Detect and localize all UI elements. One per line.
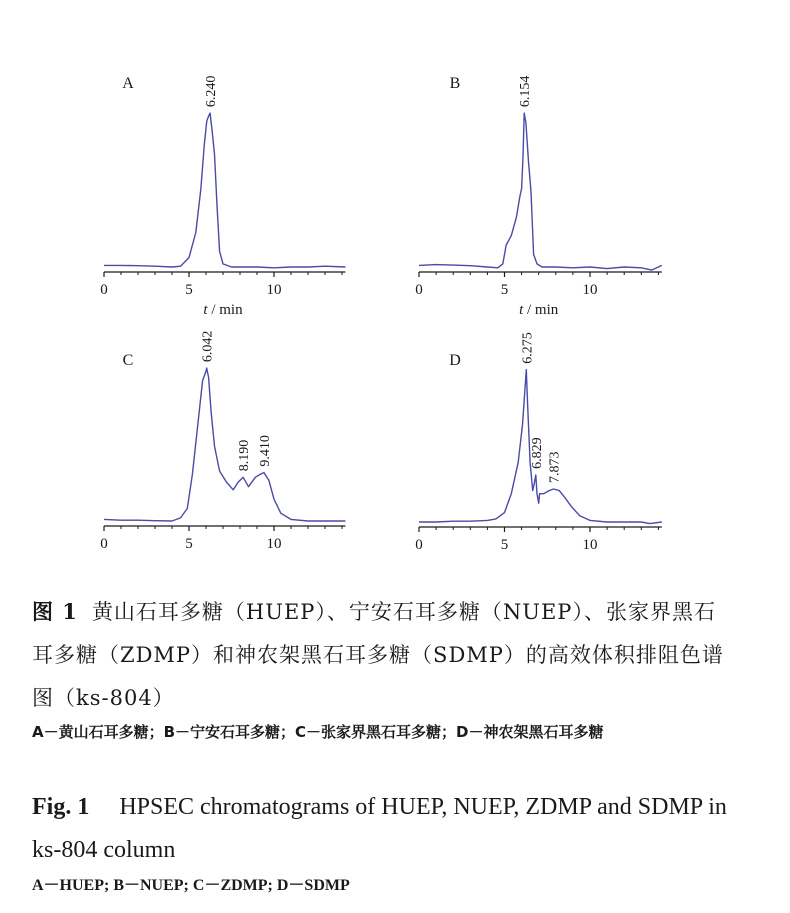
caption-chinese-text: 黄山石耳多糖（HUEP）、宁安石耳多糖（NUEP）、张家界黑石耳多糖（ZDMP）和神农架黑石耳多糖（SDMP）的高效体积排阻色谱图（ks-804） (32, 600, 724, 710)
panel-label-b: B (449, 75, 461, 92)
caption-chinese-figure-number: 图 1 (32, 599, 78, 624)
caption-english (32, 786, 732, 872)
peak-label-a: 6.240 (204, 75, 220, 108)
peak-label-c: 8.190 (237, 439, 253, 472)
panel-label-c: C (122, 352, 134, 369)
x-tick-label-d: 0 (415, 537, 423, 553)
trace-line-c (104, 368, 345, 521)
peak-label-c: 6.042 (200, 330, 216, 363)
x-tick-label-d: 5 (500, 537, 509, 553)
x-axis-label-b: t / min (519, 302, 559, 318)
trace-line-b (419, 113, 662, 270)
caption-english-figure-number: Fig. 1 (32, 794, 90, 820)
caption-english-text: HPSEC chromatograms of HUEP, NUEP, ZDMP and SDMP in ks-804 column (32, 794, 727, 863)
trace-line-a (104, 113, 345, 268)
x-tick-label-c: 0 (100, 536, 108, 552)
x-tick-label-a: 5 (185, 282, 193, 298)
x-tick-label-b: 0 (415, 282, 423, 298)
x-tick-label-d: 10 (582, 537, 598, 553)
peak-label-d: 7.873 (547, 451, 563, 483)
caption-chinese (32, 590, 732, 720)
panel-label-a: A (122, 75, 134, 92)
x-tick-label-c: 10 (266, 536, 282, 552)
x-axis-label-a: t / min (203, 302, 243, 318)
x-tick-label-a: 10 (266, 282, 282, 298)
peak-label-c: 9.410 (258, 435, 274, 467)
legend-chinese: A－黄山石耳多糖；B－宁安石耳多糖；C－张家界黑石耳多糖；D－神农架黑石耳多糖 (32, 723, 604, 741)
legend-english: A－HUEP; B－NUEP; C－ZDMP; D－SDMP (32, 877, 350, 894)
x-tick-label-b: 10 (582, 282, 598, 298)
panel-label-d: D (449, 352, 461, 369)
x-tick-label-a: 0 (100, 282, 108, 298)
peak-label-b: 6.154 (518, 75, 534, 108)
peak-label-d: 6.829 (529, 437, 545, 469)
peak-label-d: 6.275 (520, 332, 536, 364)
x-tick-label-b: 5 (500, 282, 509, 298)
x-tick-label-c: 5 (185, 536, 193, 552)
